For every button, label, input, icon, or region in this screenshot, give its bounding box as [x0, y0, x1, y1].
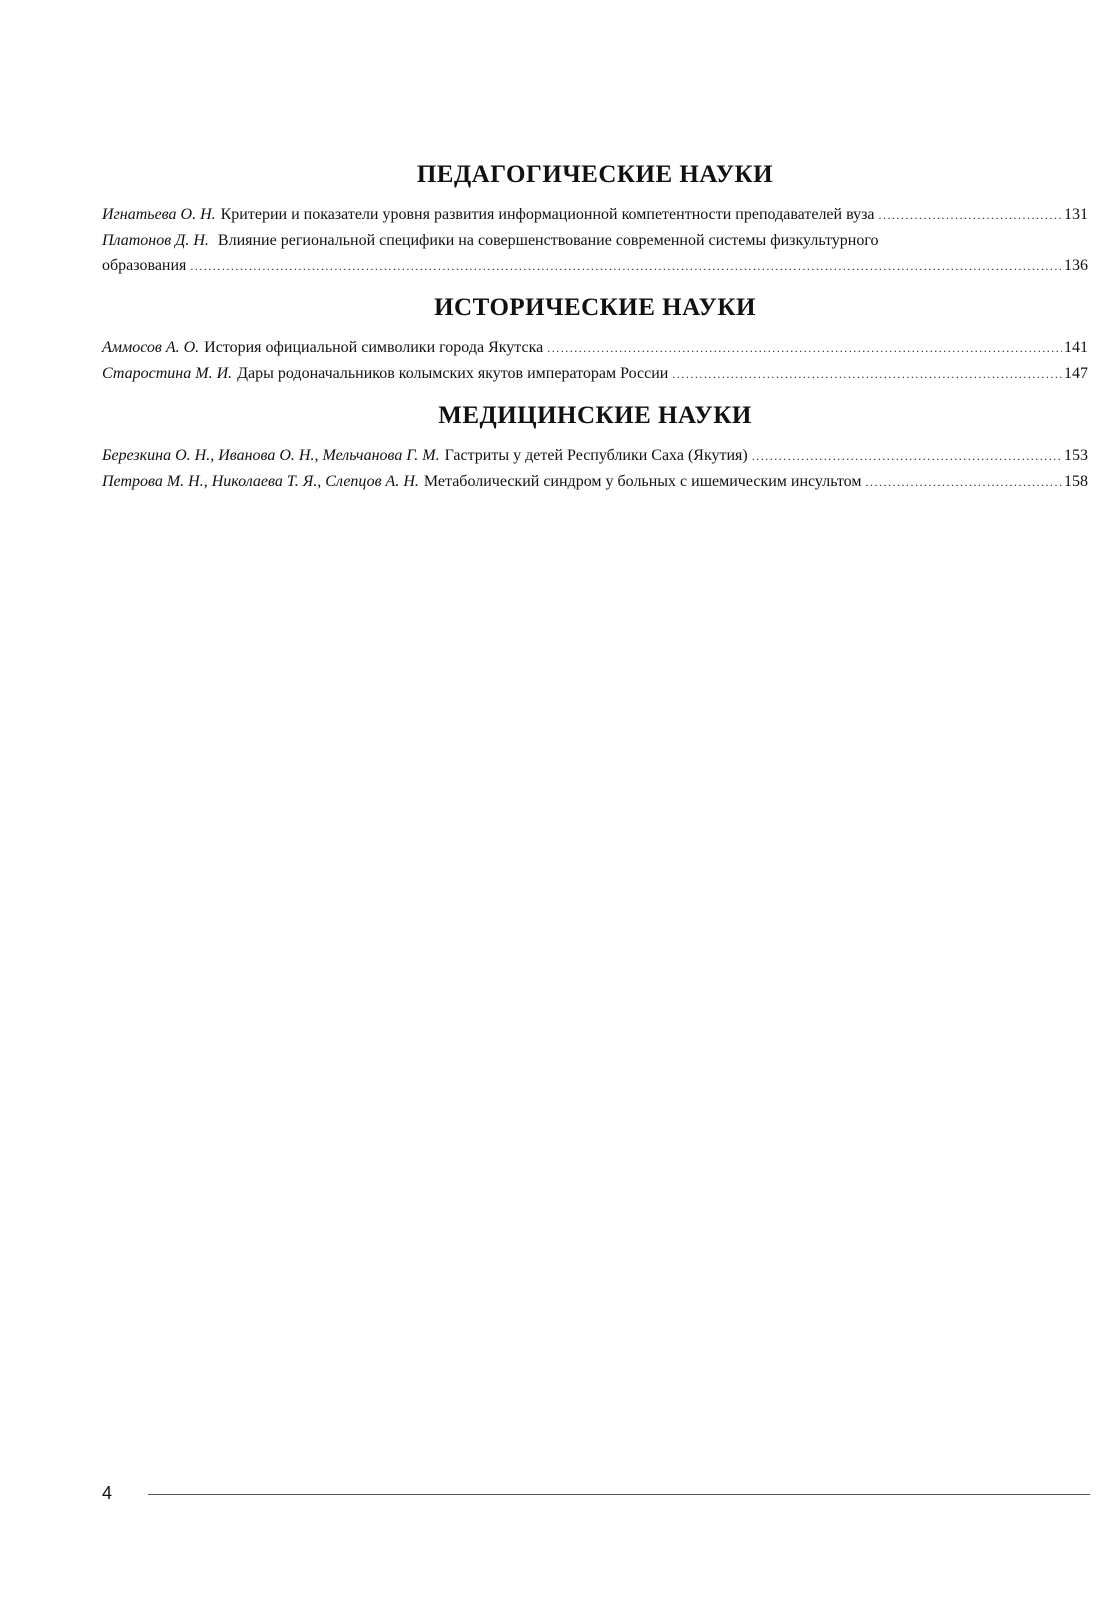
section-pedagogical	[102, 160, 1088, 279]
dot-leader	[190, 254, 1062, 279]
toc-entry[interactable]	[102, 202, 1088, 228]
toc-entry[interactable]	[102, 361, 1088, 387]
page-number: 4	[102, 1483, 113, 1503]
entry-page-number: 131	[1064, 206, 1088, 223]
entry-page-number: 141	[1064, 339, 1088, 356]
entry-page-number: 136	[1064, 257, 1088, 274]
dot-leader	[672, 362, 1062, 387]
dot-leader	[866, 470, 1063, 495]
entry-title-continuation: образования	[102, 257, 187, 274]
entry-list	[102, 443, 1088, 495]
section-heading: ИСТОРИЧЕСКИЕ НАУКИ	[434, 294, 756, 321]
entry-title: Гастриты у детей Республики Саха (Якутия)	[444, 447, 748, 464]
entry-list	[102, 335, 1088, 387]
entry-title: Дары родоначальников колымских якутов императорам России	[237, 365, 669, 382]
entry-authors: Игнатьева О. Н.	[102, 206, 216, 223]
section-medical	[102, 401, 1088, 495]
dot-leader	[547, 336, 1062, 361]
entry-authors: Петрова М. Н., Николаева Т. Я., Слепцов А. Н.	[102, 473, 419, 490]
entry-authors: Платонов Д. Н.	[102, 232, 209, 249]
entry-authors: Березкина О. Н., Иванова О. Н., Мельчанова Г. М.	[102, 447, 440, 464]
entry-title: Влияние региональной специфики на совершенствование современной системы физкультурного	[217, 232, 879, 249]
entry-page-number: 158	[1064, 473, 1088, 490]
entry-title: Метаболический синдром у больных с ишемическим инсультом	[423, 473, 862, 490]
entry-title: История официальной символики города Якутска	[204, 339, 544, 356]
entry-page-number: 147	[1064, 365, 1088, 382]
section-heading: МЕДИЦИНСКИЕ НАУКИ	[438, 402, 752, 429]
entry-list	[102, 202, 1088, 279]
dot-leader	[879, 203, 1062, 228]
entry-page-number: 153	[1064, 447, 1088, 464]
section-heading: ПЕДАГОГИЧЕСКИЕ НАУКИ	[416, 161, 774, 188]
toc-entry[interactable]	[102, 228, 1088, 279]
entry-authors: Старостина М. И.	[102, 365, 233, 382]
table-of-contents	[102, 160, 1088, 509]
page-footer	[102, 1478, 1090, 1508]
entry-authors: Аммосов А. О.	[102, 339, 200, 356]
toc-entry[interactable]	[102, 443, 1088, 469]
entry-title: Критерии и показатели уровня развития информационной компетентности преподавателей вуза	[220, 206, 875, 223]
toc-entry[interactable]	[102, 469, 1088, 495]
footer-divider	[148, 1494, 1090, 1495]
dot-leader	[752, 444, 1062, 469]
section-historical	[102, 293, 1088, 387]
toc-entry[interactable]	[102, 335, 1088, 361]
